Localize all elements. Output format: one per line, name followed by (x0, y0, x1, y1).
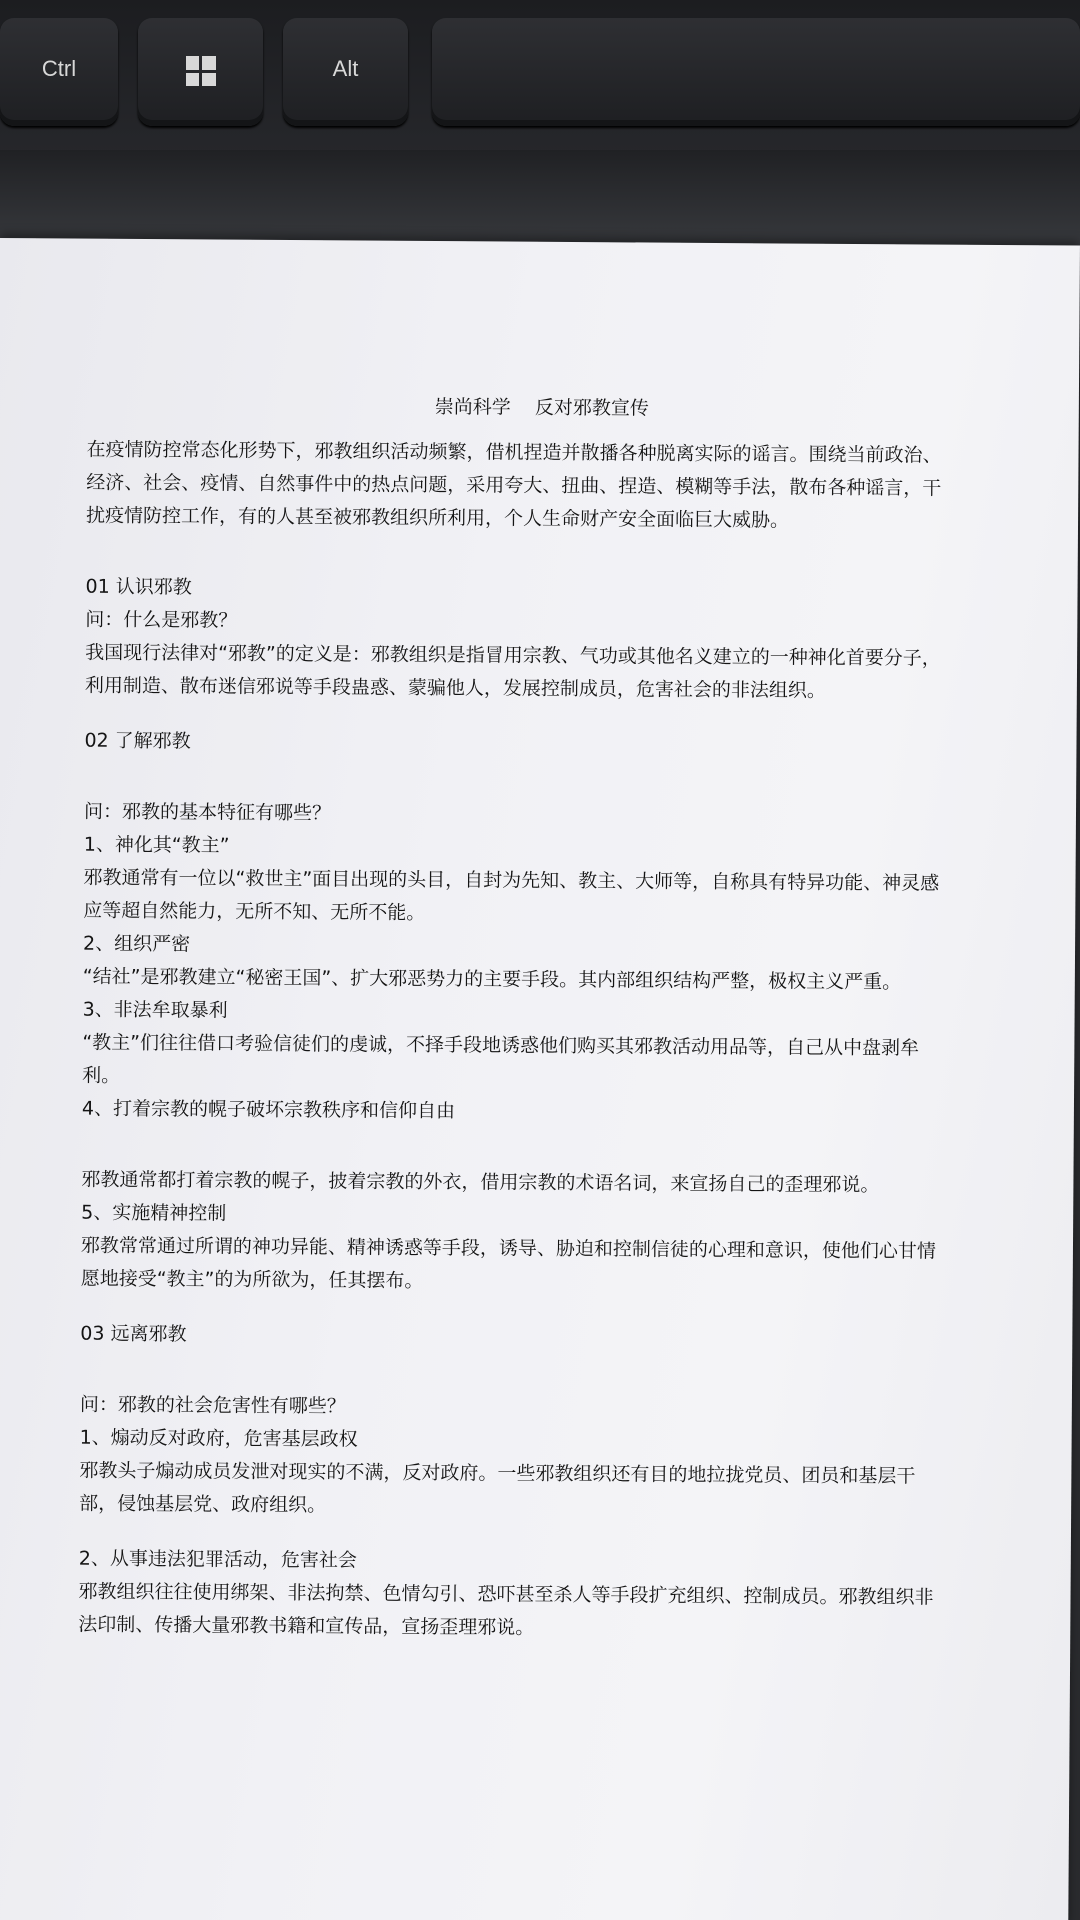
feature-2-title: 2、组织严密 (82, 932, 191, 956)
section-1-question: 问：什么是邪教？ (85, 608, 238, 632)
section-1-answer: 我国现行法律对“邪教”的定义是：邪教组织是指冒用宗教、气功或其他名义建立的一种神化首要分子，利用制造、散布迷信邪说等手段蛊惑、蒙骗他人，发展控制成员，危害社会的非法组织。 (84, 641, 941, 702)
alt-key (283, 18, 408, 126)
feature-1-text: 邪教通常有一位以“救世主”面目出现的头目，自封为先知、教主、大师等，自称具有特异功能、神灵感应等超自然能力，无所不知、无所不能。 (83, 866, 940, 924)
harm-1-text: 邪教头子煽动成员发泄对现实的不满，反对政府。一些邪教组织还有目的地拉拢党员、团员和基层干部，侵蚀基层党、政府组织。 (79, 1459, 916, 1517)
space-key (432, 18, 1080, 126)
harm-1-title: 1、煽动反对政府，危害基层政权 (79, 1426, 358, 1451)
feature-4-title: 4、打着宗教的幌子破坏宗教秩序和信仰自由 (81, 1097, 456, 1123)
section-2-heading: 02 了解邪教 (84, 729, 191, 753)
feature-3-title: 3、非法牟取暴利 (82, 998, 228, 1022)
feature-5-title: 5、实施精神控制 (81, 1201, 227, 1225)
feature-1-title: 1、神化其“教主” (83, 833, 230, 857)
harm-2-text: 邪教组织往往使用绑架、非法拘禁、色情勾引、恐吓甚至杀人等手段扩充组织、控制成员。邪教组织非法印制、传播大量邪教书籍和宣传品，宣扬歪理邪说。 (78, 1580, 934, 1639)
ctrl-key-label: Ctrl (41, 56, 77, 81)
section-3-question: 问：邪教的社会危害性有哪些？ (79, 1393, 346, 1418)
feature-2-text: “结社”是邪教建立“秘密王国”、扩大邪恶势力的主要手段。其内部组织结构严整，极权主义严重。 (82, 965, 902, 994)
windows-logo-icon (186, 56, 216, 86)
feature-3-text: “教主”们往往借口考验信徒们的虔诚，不择手段地诱惑他们购买其邪教活动用品等，自己从中盘剥牟利。 (82, 1031, 920, 1087)
section-3-heading: 03 远离邪教 (80, 1322, 187, 1346)
harm-2-title: 2、从事违法犯罪活动，危害社会 (78, 1547, 357, 1572)
section-1-heading: 01 认识邪教 (85, 575, 192, 599)
windows-key (138, 18, 263, 126)
paper-sheet (0, 238, 1080, 1920)
document-body (78, 389, 957, 1648)
ctrl-key (0, 18, 118, 126)
feature-4-text: 邪教通常都打着宗教的幌子，披着宗教的外衣，借用宗教的术语名词，来宣扬自己的歪理邪说。 (81, 1168, 880, 1197)
feature-5-text: 邪教常常通过所谓的神功异能、精神诱惑等手段，诱导、胁迫和控制信徒的心理和意识，使他们心甘情愿地接受“教主”的为所欲为，任其摆布。 (80, 1234, 937, 1292)
alt-key-label: Alt (332, 56, 359, 81)
intro-paragraph: 在疫情防控常态化形势下，邪教组织活动频繁，借机捏造并散播各种脱离实际的谣言。围绕当前政治、经济、社会、疫情、自然事件中的热点问题，采用夸大、扭曲、捏造、模糊等手法，散布各种谣言，干扰疫情防控工作，有的人甚至被邪教组织所利用，个人生命财产安全面临巨大威胁。 (85, 438, 942, 532)
document-title: 崇尚科学 反对邪教宣传 (434, 396, 649, 420)
section-2-question: 问：邪教的基本特征有哪些？ (83, 800, 332, 825)
